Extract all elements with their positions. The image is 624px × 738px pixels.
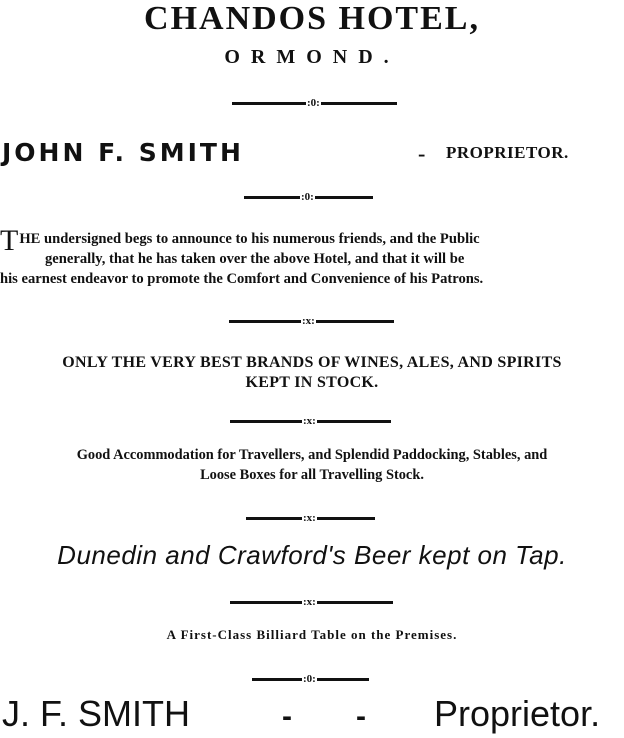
proprietor-dash: - — [418, 141, 426, 166]
divider-bar — [317, 601, 393, 604]
footer-proprietor-label: Proprietor. — [434, 693, 601, 734]
beer-notice: Dunedin and Crawford's Beer kept on Tap. — [57, 540, 567, 570]
brands-notice — [0, 353, 624, 393]
accommodation-line: Loose Boxes for all Travelling Stock. — [200, 467, 424, 483]
divider-ornament: :0: — [301, 191, 314, 203]
hotel-location: ORMOND. — [224, 46, 400, 68]
divider-ornament: :x: — [303, 512, 316, 524]
divider-bar — [317, 420, 391, 423]
divider-bar — [316, 320, 394, 323]
announcement-line: HE undersigned begs to announce to his numerous friends, and the Public — [19, 231, 480, 247]
footer-dash: - — [282, 700, 292, 733]
divider-4 — [230, 416, 391, 427]
hotel-title: CHANDOS HOTEL, — [144, 0, 480, 37]
divider-ornament: :x: — [303, 415, 316, 427]
proprietor-label: PROPRIETOR. — [446, 143, 569, 162]
divider-ornament: :x: — [303, 596, 316, 608]
divider-bar — [252, 678, 302, 681]
divider-7 — [252, 674, 369, 685]
drop-cap: T — [0, 224, 19, 257]
divider-bar — [315, 196, 373, 199]
divider-bar — [317, 517, 375, 520]
announcement-line: generally, that he has taken over the above Hotel, and that it will be — [45, 251, 465, 267]
announcement-paragraph — [0, 224, 624, 289]
billiard-notice: A First-Class Billiard Table on the Premises. — [166, 627, 458, 642]
proprietor-name: JOHN F. SMITH — [2, 138, 244, 167]
divider-5 — [246, 513, 375, 524]
divider-bar — [230, 601, 302, 604]
divider-bar — [317, 678, 369, 681]
divider-bar — [230, 420, 302, 423]
accommodation-line: Good Accommodation for Travellers, and Splendid Paddocking, Stables, and — [76, 447, 548, 463]
divider-bar — [246, 517, 302, 520]
accommodation-notice — [0, 445, 624, 485]
divider-6 — [230, 597, 393, 608]
divider-bar — [321, 102, 397, 105]
divider-ornament: :0: — [307, 97, 320, 109]
footer-proprietor-name: J. F. SMITH — [2, 693, 190, 734]
divider-1 — [232, 98, 397, 109]
brands-line: ONLY THE VERY BEST BRANDS OF WINES, ALES, AND SPIRITS — [62, 354, 562, 371]
divider-bar — [232, 102, 306, 105]
divider-3 — [229, 316, 394, 327]
divider-2 — [244, 192, 373, 203]
divider-bar — [244, 196, 300, 199]
footer-dash: - — [356, 700, 366, 733]
divider-ornament: :x: — [302, 315, 315, 327]
divider-ornament: :0: — [303, 673, 316, 685]
brands-line: KEPT IN STOCK. — [245, 374, 379, 391]
divider-bar — [229, 320, 301, 323]
announcement-line: his earnest endeavor to promote the Comfort and Convenience of his Patrons. — [0, 271, 484, 287]
